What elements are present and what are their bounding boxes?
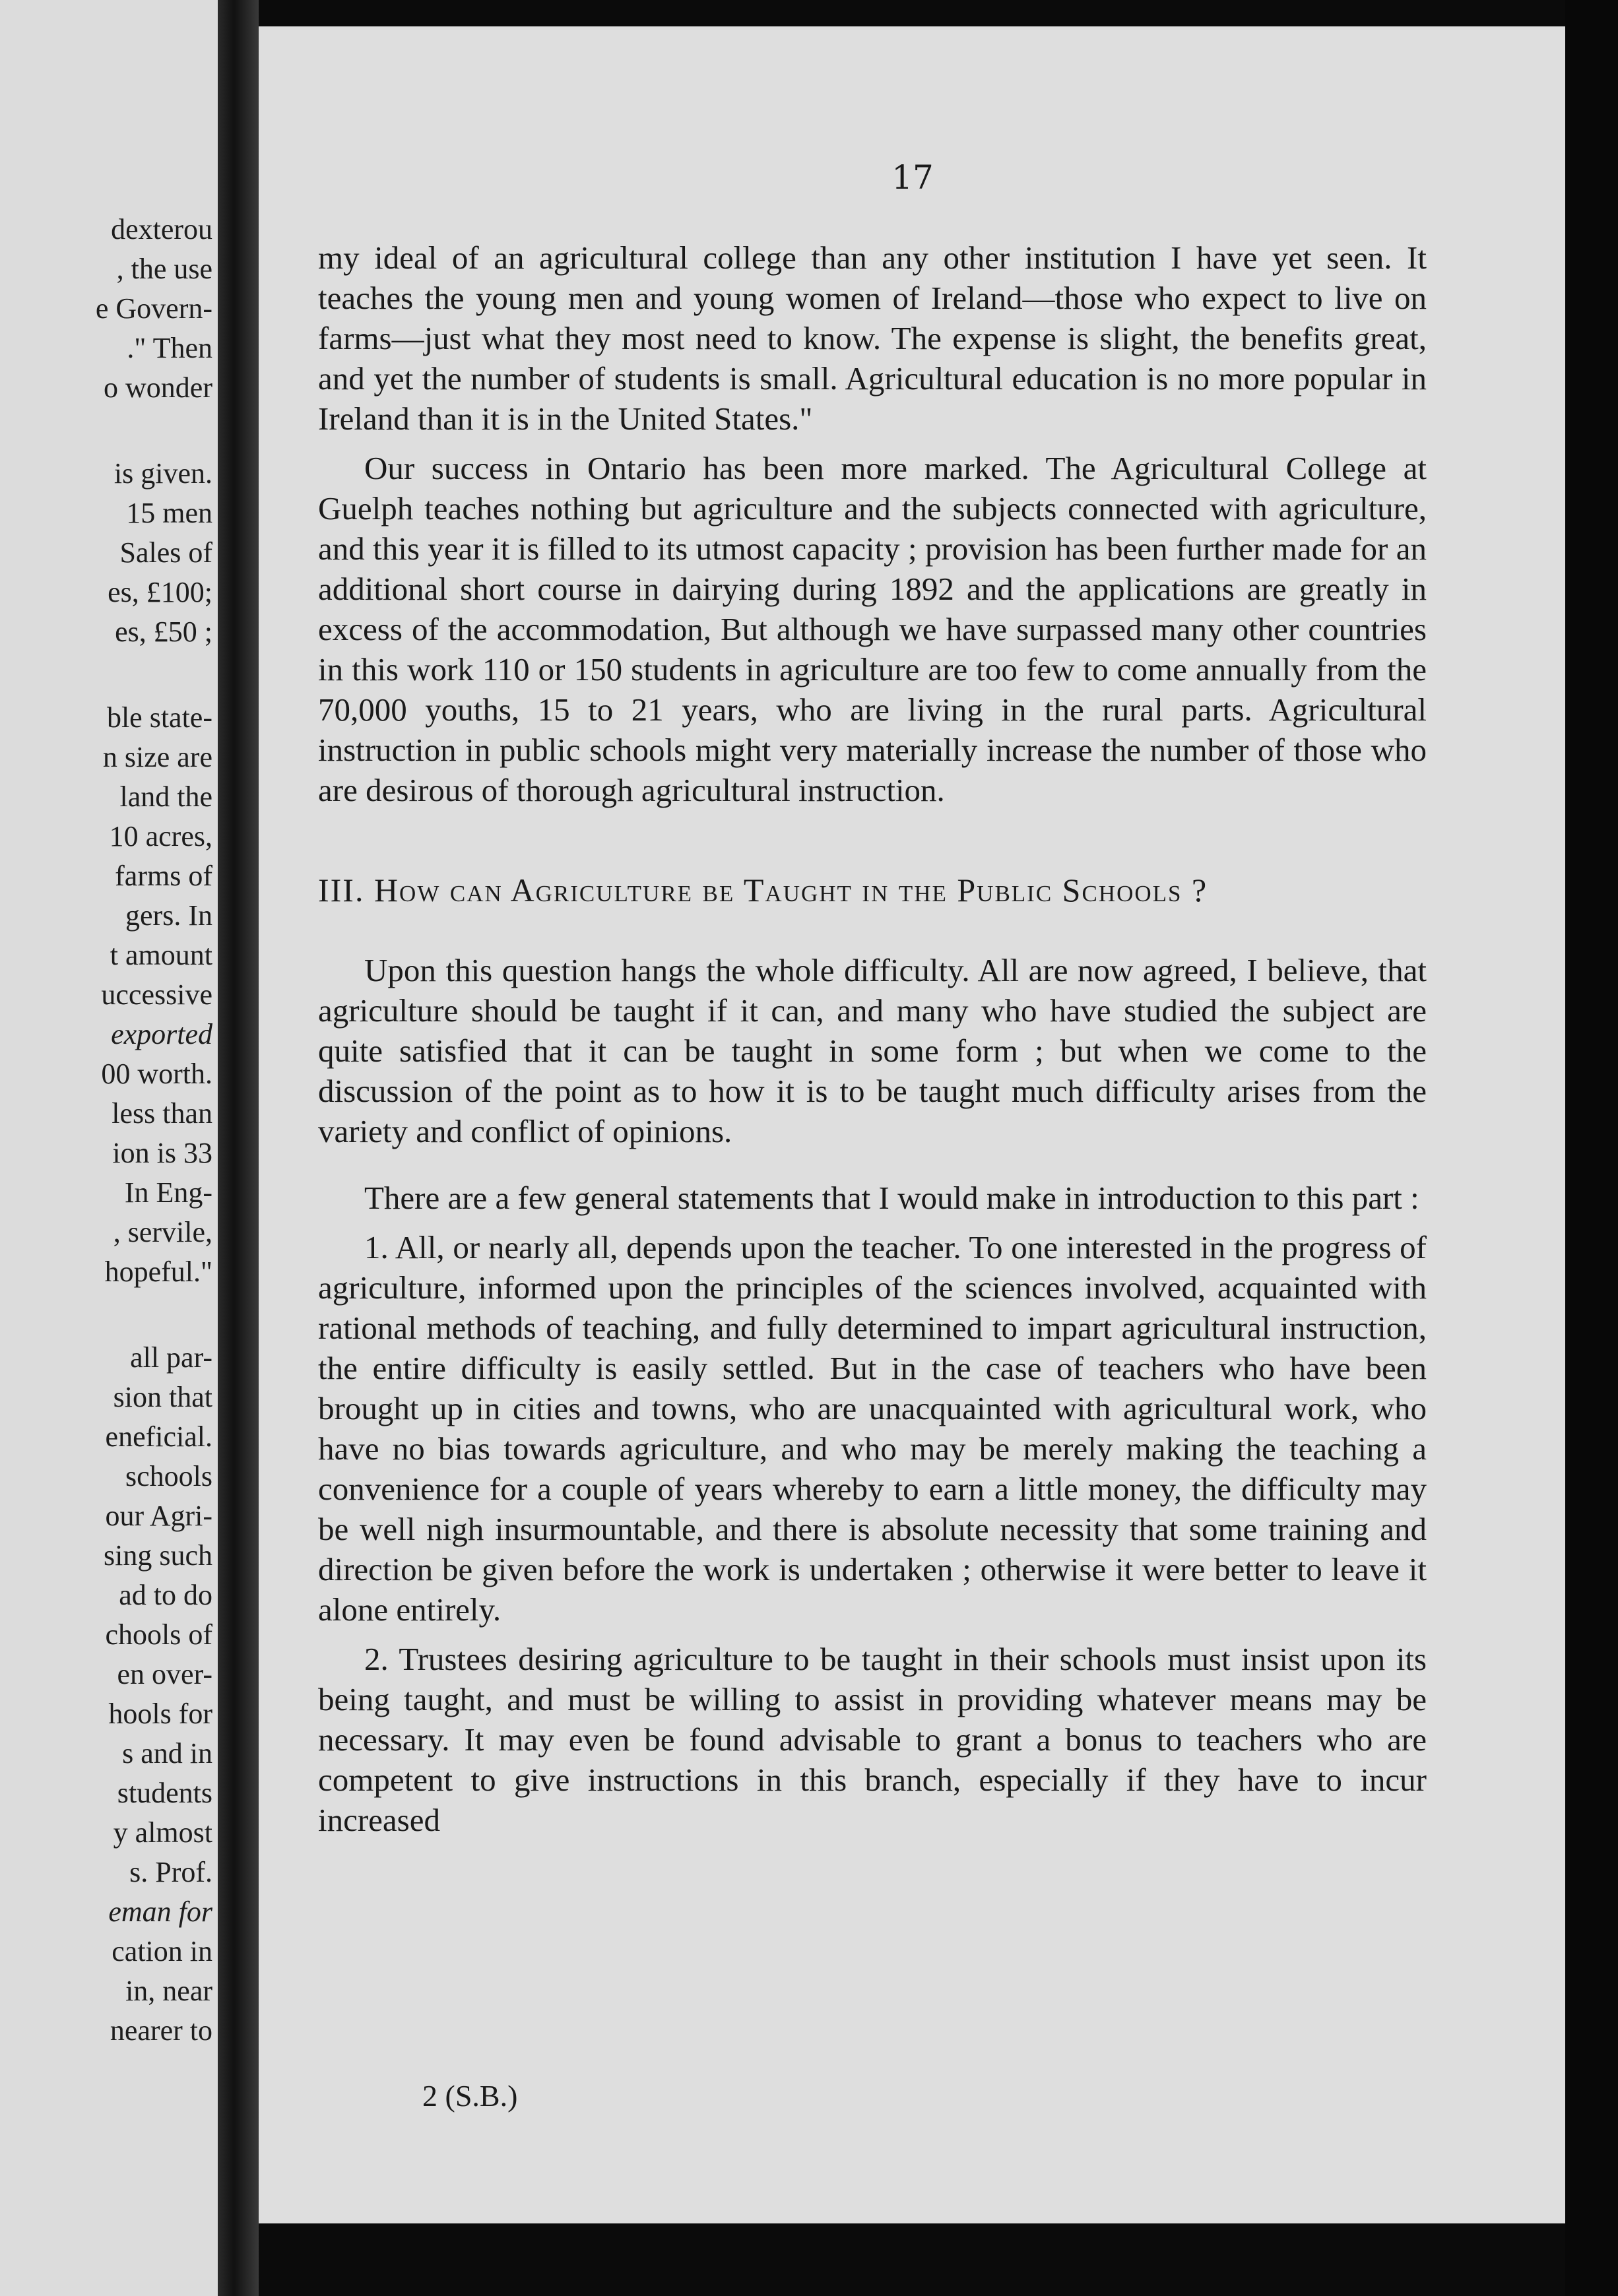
- page-body: [318, 238, 1427, 1840]
- left-page-text: [0, 210, 212, 2051]
- left-page-line: ble state-: [106, 701, 212, 734]
- left-page-line: n size are: [102, 741, 212, 773]
- paragraph-point-1: 1. All, or nearly all, depends upon the teacher. To one interested in the progress of agriculture, informed upon the principles of the sciences involved, acquainted with rational methods of teaching, and fully determined to impart agricultural instruction, the entire difficulty is easily settled. But in the case of teachers who have been brought up in cities and towns, who are unacquainted with agricultural work, who have no bias towards agriculture, and who may be merely making the teaching a convenience for a couple of years whereby to earn a little money, the difficulty may be well nigh insurmountable, and there is absolute necessity that some training and direction be given before the work is undertaken ; otherwise it were better to leave it alone entirely.: [318, 1229, 1427, 1628]
- section-heading: III. How can Agriculture be Taught in the Public Schools ?: [318, 872, 1208, 909]
- paragraph-ontario: Our success in Ontario has been more marked. The Agricultural College at Guelph teaches nothing but agriculture and the subjects connected with agriculture, and this year it is filled to its utmost capacity ; provision has been further made for an additional short course in dairying during 1892 and the applications are greatly in excess of the accommodation, But although we have surpassed many other countries in this work 110 or 150 students in agriculture are too few to come annually from the 70,000 youths, 15 to 21 years, who are living in the rural parts. Agricultural instruction in public schools might very materially increase the number of those who are desirous of thorough agricultural instruction.: [318, 450, 1427, 808]
- left-page-line: chools of: [105, 1618, 212, 1651]
- paragraph-continuation: my ideal of an agricultural college than any other institution I have yet seen. It teaches the young men and young women of Ireland—those who expect to live on farms—just what they most need to know. The expense is slight, the benefits great, and yet the number of students is small. Agricultural education is no more popular in Ireland than it is in the United States.": [318, 239, 1427, 437]
- page-number: 17: [891, 158, 934, 197]
- left-page-line: 00 worth.: [101, 1058, 212, 1090]
- left-page-line: hools for: [108, 1698, 212, 1730]
- book-gutter: [218, 0, 259, 2296]
- left-page-line: s. Prof.: [129, 1856, 212, 1888]
- left-page-line: t amount: [110, 939, 212, 971]
- left-facing-page: [0, 0, 218, 2296]
- left-page-line: uccessive: [101, 978, 212, 1011]
- left-page-line: less than: [112, 1097, 212, 1130]
- left-page-line: students: [117, 1777, 212, 1809]
- left-page-line: [0, 1292, 212, 1338]
- left-page-line: o wonder: [104, 371, 212, 404]
- left-page-line: e Govern-: [95, 292, 212, 325]
- left-page-line: hopeful.": [104, 1256, 212, 1288]
- left-page-line: nearer to: [110, 2014, 212, 2047]
- left-page-line: , the use: [116, 253, 212, 285]
- left-page-line: ." Then: [127, 332, 212, 364]
- left-page-line: [0, 652, 212, 698]
- left-page-line: In Eng-: [124, 1176, 212, 1209]
- left-page-line: ion is 33: [112, 1137, 212, 1169]
- left-page-line: in, near: [125, 1975, 212, 2007]
- left-page-line: all par-: [130, 1341, 212, 1374]
- left-page-line: 10 acres,: [109, 820, 212, 852]
- left-page-line: , servile,: [113, 1216, 212, 1248]
- left-page-line: y almost: [113, 1816, 212, 1849]
- paragraph-general-statements: There are a few general statements that I would make in introduction to this part :: [364, 1180, 1419, 1216]
- left-page-line: sing such: [104, 1539, 212, 1572]
- right-border: [1565, 0, 1618, 2296]
- left-page-line: schools: [125, 1460, 212, 1492]
- left-page-line: dexterou: [111, 213, 212, 245]
- left-page-line: es, £50 ;: [115, 616, 212, 648]
- left-page-line: Sales of: [119, 536, 212, 569]
- left-page-line: land the: [119, 781, 212, 813]
- left-page-line: en over-: [117, 1658, 212, 1690]
- left-page-line: is given.: [113, 457, 212, 490]
- signature-mark: 2 (S.B.): [422, 2079, 518, 2113]
- left-page-line: [0, 408, 212, 454]
- main-page: [259, 26, 1565, 2223]
- left-page-line: cation in: [112, 1935, 212, 1967]
- left-page-line: gers. In: [125, 899, 212, 932]
- left-page-line: s and in: [122, 1737, 212, 1770]
- left-page-line: sion that: [113, 1381, 212, 1413]
- left-page-line: exported: [111, 1018, 212, 1050]
- paragraph-question: Upon this question hangs the whole difficulty. All are now agreed, I believe, that agriculture should be taught if it can, and many who have studied the subject are quite satisfied that it can be taught in some form ; but when we come to the discussion of the point as to how it is to be taught much difficulty arises from the variety and conflict of opinions.: [318, 952, 1427, 1149]
- left-page-line: ad to do: [119, 1579, 212, 1611]
- left-page-line: es, £100;: [108, 576, 212, 608]
- left-page-line: farms of: [115, 860, 212, 892]
- paragraph-point-2: 2. Trustees desiring agriculture to be taught in their schools must insist upon its being taught, and must be willing to assist in providing whatever means may be necessary. It may even be found advisable to grant a bonus to teachers who are competent to give instructions in this branch, especially if they have to incur increased: [318, 1641, 1427, 1838]
- left-page-line: eman for: [108, 1896, 212, 1928]
- left-page-line: eneficial.: [105, 1420, 212, 1453]
- left-page-line: 15 men: [126, 497, 212, 529]
- left-page-line: our Agri-: [105, 1500, 212, 1532]
